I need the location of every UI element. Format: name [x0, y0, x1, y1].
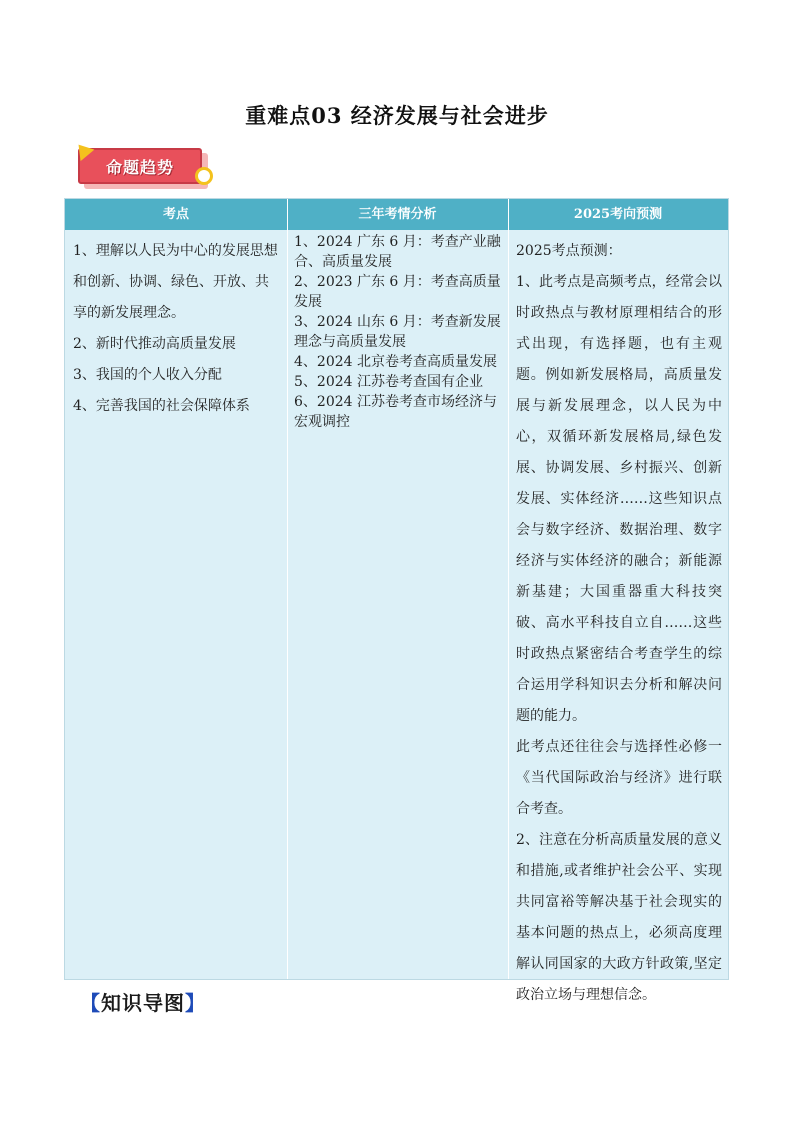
page-title: 重难点03 经济发展与社会进步: [245, 103, 549, 128]
forecast-paragraph: 此考点还往往会与选择性必修一《当代国际政治与经济》进行联合考查。: [516, 739, 722, 817]
section-label: 知识导图: [101, 991, 185, 1015]
analysis-item: 4、2024 北京卷考查高质量发展: [294, 354, 497, 370]
cell-forecast: [508, 230, 728, 1003]
analysis-item: 5、2024 江苏卷考查国有企业: [294, 374, 483, 390]
analysis-item: 3、2024 山东 6 月：考查新发展理念与高质量发展: [294, 314, 501, 350]
forecast-paragraph: 2、注意在分析高质量发展的意义和措施,或者维护社会公平、实现共同富裕等解决基于社会现实的基本问题的热点上，必须高度理解认同国家的大政方针政策,坚定政治立场与理想信念。: [516, 832, 722, 1003]
header-forecast: 2025考向预测: [573, 207, 663, 222]
bracket-open: 【: [80, 991, 101, 1015]
knowledge-map-heading: [80, 987, 206, 1016]
cell-analysis: [287, 230, 508, 979]
forecast-paragraph: 1、此考点是高频考点，经常会以时政热点与教材原理相结合的形式出现，有选择题，也有主观题。例如新发展格局，高质量发展与新发展理念，以人民为中心，双循环新发展格局,绿色发展、协调发展、乡村振兴、创新发展、实体经济……这些知识点会与数字经济、数据治理、数字经济与实体经济的融合；新能源新基建；大国重器重大科技突破、高水平科技自立自……这些时政热点紧密结合考查学生的综合运用学科知识去分析和解决问题的能力。: [516, 274, 722, 724]
kaodian-item: 1、理解以人民为中心的发展思想和创新、协调、绿色、开放、共享的新发展理念。: [73, 243, 278, 321]
cell-kaodian: [65, 230, 287, 979]
forecast-paragraph: 2025考点预测：: [516, 243, 622, 259]
trend-badge: [76, 147, 210, 191]
kaodian-item: 4、完善我国的社会保障体系: [73, 398, 250, 414]
table-header: [65, 199, 728, 230]
header-analysis: 三年考情分析: [358, 207, 437, 222]
kaodian-item: 2、新时代推动高质量发展: [73, 336, 236, 352]
kaodian-item: 3、我国的个人收入分配: [73, 367, 222, 383]
badge-body: [78, 148, 202, 184]
analysis-item: 6、2024 江苏卷考查市场经济与宏观调控: [294, 394, 497, 430]
header-kaodian: 考点: [162, 207, 189, 222]
analysis-item: 1、2024 广东 6 月：考查产业融合、高质量发展: [294, 234, 501, 270]
analysis-item: 2、2023 广东 6 月：考查高质量发展: [294, 274, 501, 310]
bracket-close: 】: [185, 991, 206, 1015]
badge-label: 命题趋势: [105, 157, 174, 177]
ring-icon: [195, 167, 213, 185]
